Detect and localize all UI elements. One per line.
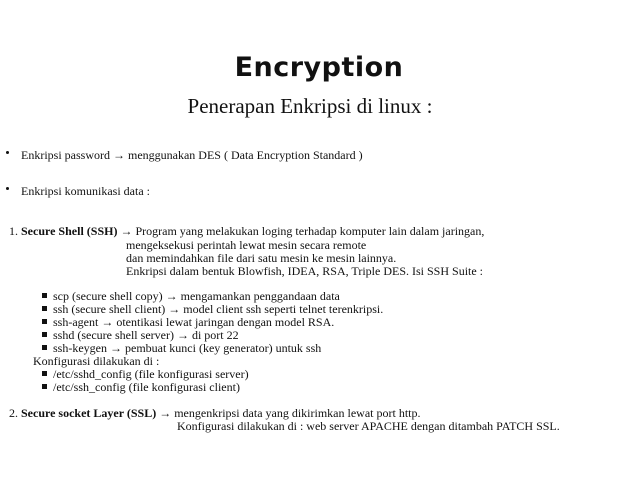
square-bullet-icon (42, 384, 47, 389)
ssh-suite-item: ssh-keygen → pembuat kunci (key generator) untuk ssh (42, 342, 321, 355)
square-bullet-icon (42, 345, 47, 350)
ssh-desc-line-3: dan memindahkan file dari satu mesin ke mesin lainnya. (126, 251, 397, 265)
ssh-suite-item: scp (secure shell copy) → mengamankan penggandaan data (42, 290, 340, 303)
ssh-number: 1. (9, 224, 18, 238)
slide-subtitle: Penerapan Enkripsi di linux : (187, 94, 433, 118)
ssh-suite-item: ssh (secure shell client) → model client ssh seperti telnet terenkripsi. (42, 303, 383, 316)
arrow-icon: → (159, 406, 172, 420)
ssh-suite-item: sshd (secure shell server) → di port 22 (42, 329, 239, 342)
square-bullet-icon (42, 319, 47, 324)
bullet-dot (6, 151, 9, 154)
square-bullet-icon (42, 332, 47, 337)
ssh-desc-line-2: mengeksekusi perintah lewat mesin secara remote (126, 238, 367, 252)
square-bullet-icon (42, 371, 47, 376)
ssl-number: 2. (9, 406, 18, 420)
ssh-config-item: /etc/ssh_config (file konfigurasi client) (42, 381, 240, 394)
ssh-config-item: /etc/sshd_config (file konfigurasi server) (42, 368, 249, 381)
arrow-icon: → (120, 224, 133, 238)
ssl-desc-line-1: mengenkripsi data yang dikirimkan lewat port http. (174, 406, 421, 420)
slide-title: Encryption (234, 52, 404, 83)
ssh-suite-item: ssh-agent → otentikasi lewat jaringan dengan model RSA. (42, 316, 334, 329)
ssh-heading (9, 225, 484, 238)
bullet-dot (6, 187, 9, 190)
bullet-komunikasi: Enkripsi komunikasi data : (21, 184, 150, 198)
square-bullet-icon (42, 306, 47, 311)
ssh-desc-line-1: Program yang melakukan loging terhadap komputer lain dalam jaringan, (135, 224, 485, 238)
ssl-desc-line-2: Konfigurasi dilakukan di : web server APACHE dengan ditambah PATCH SSL. (177, 419, 560, 433)
ssh-name: Secure Shell (SSH) (21, 224, 118, 238)
bullet-password: Enkripsi password → menggunakan DES ( Data Encryption Standard ) (21, 148, 363, 162)
ssh-desc-line-4: Enkripsi dalam bentuk Blowfish, IDEA, RSA, Triple DES. Isi SSH Suite : (126, 264, 484, 278)
square-bullet-icon (42, 293, 47, 298)
ssl-name: Secure socket Layer (SSL) (21, 406, 157, 420)
ssh-config-label: Konfigurasi dilakukan di : (33, 354, 160, 368)
